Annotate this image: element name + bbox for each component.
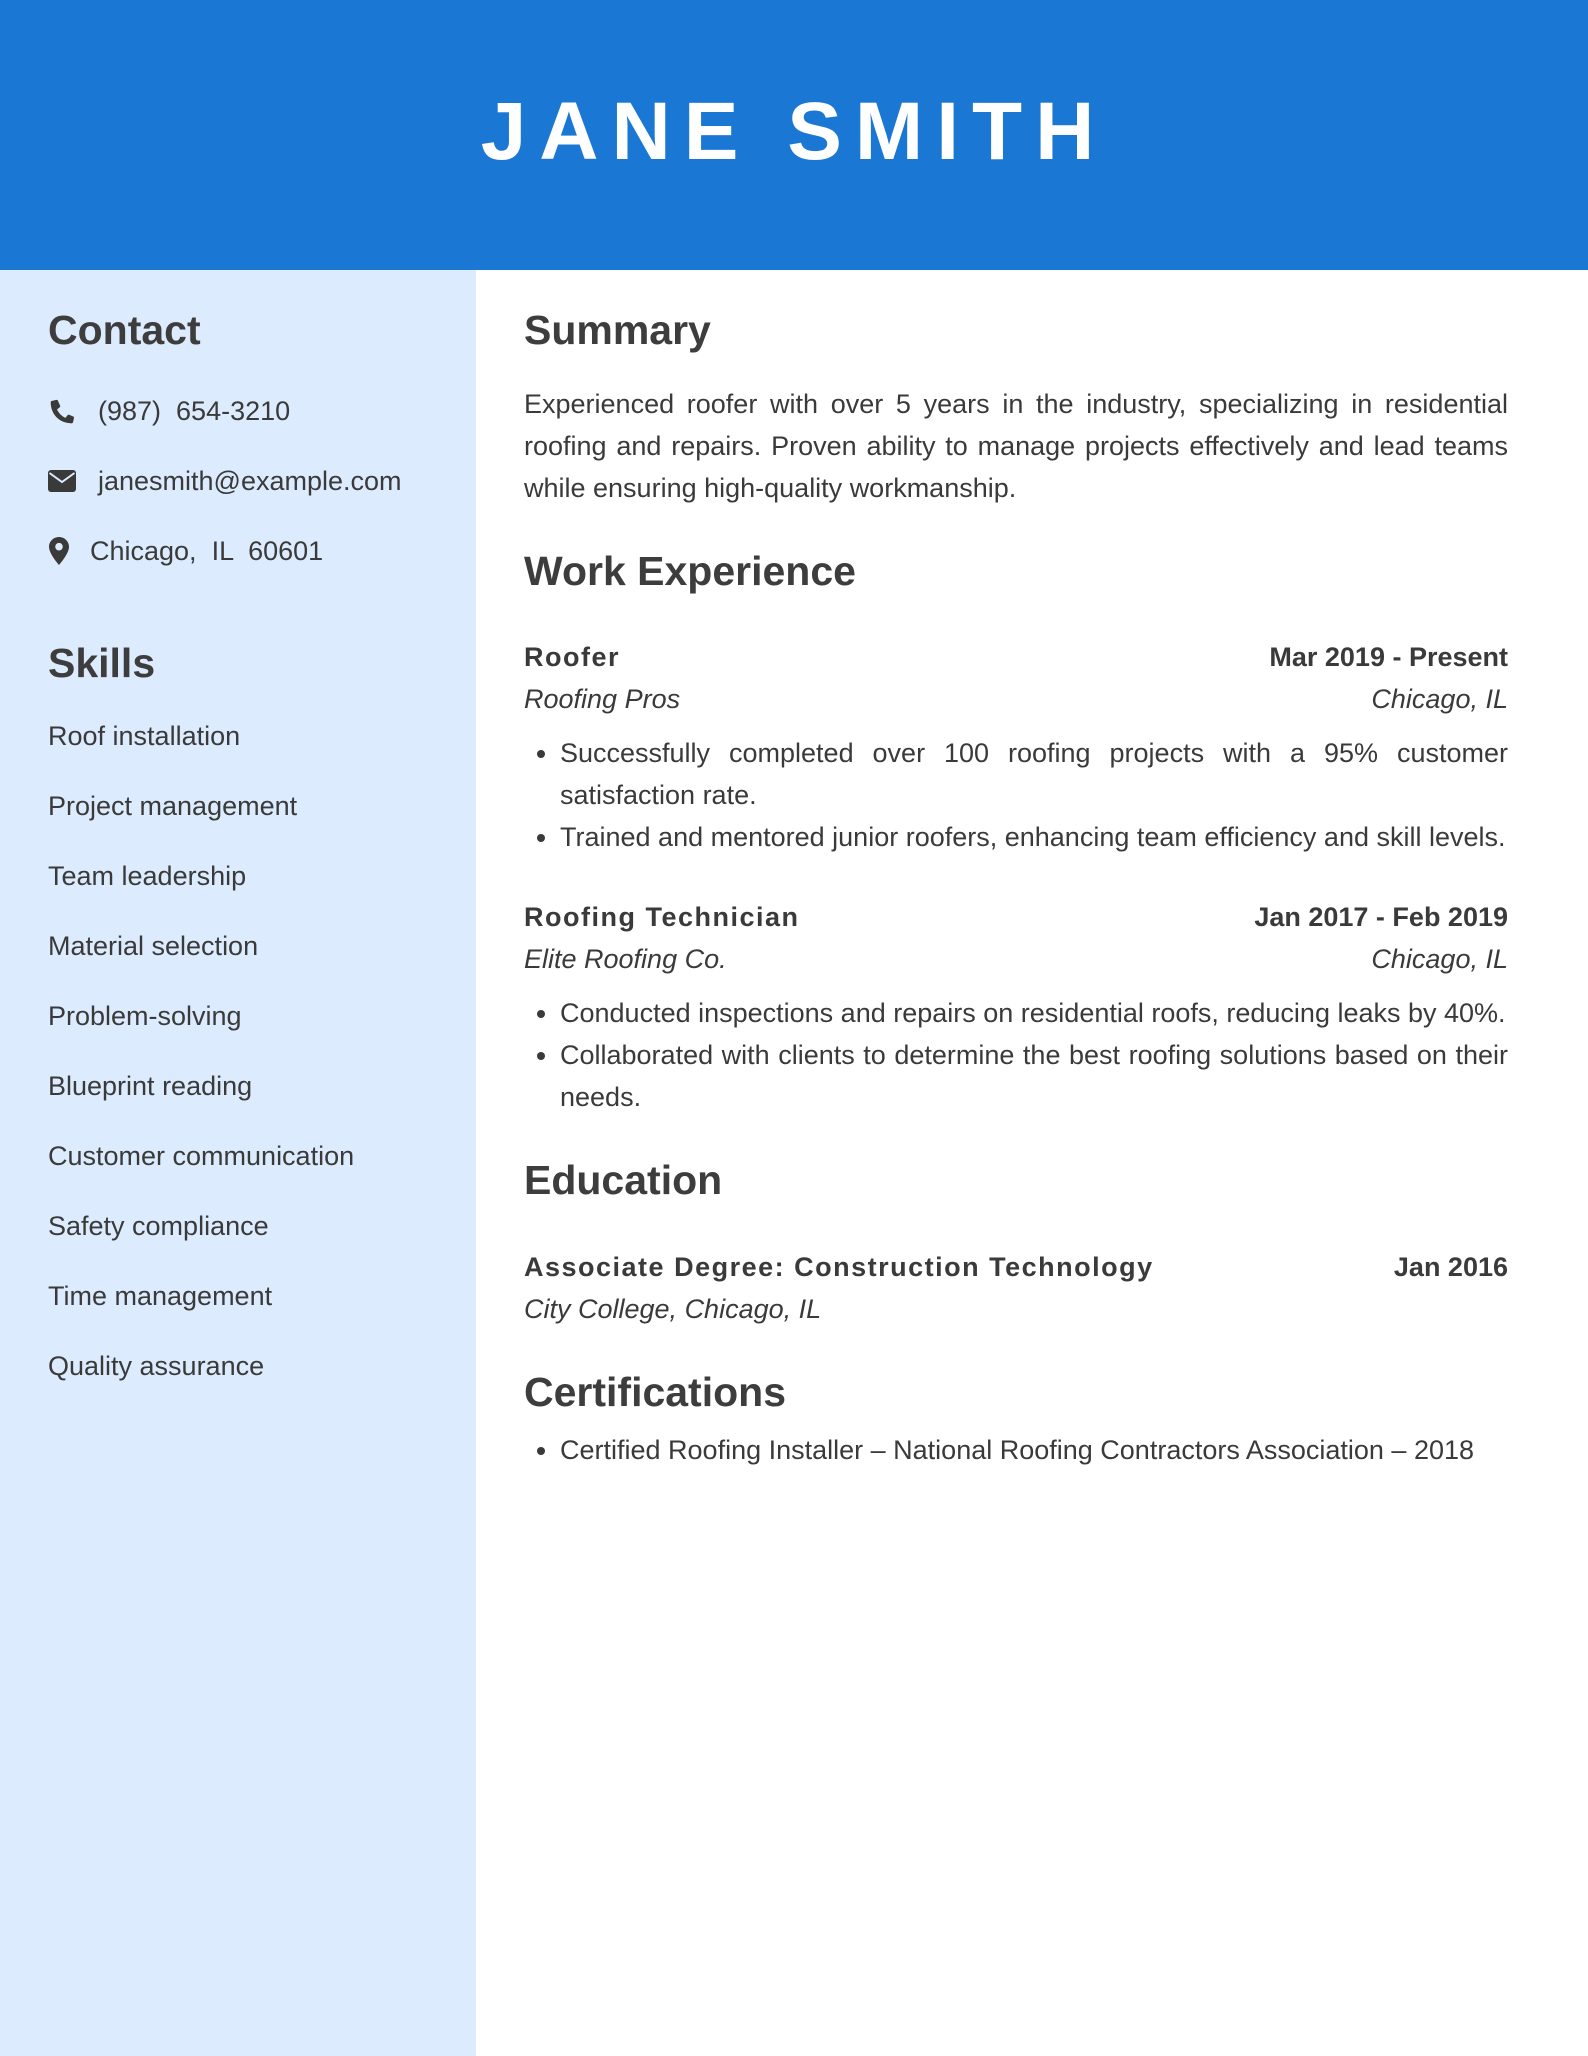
- contact-location-text: Chicago, IL 60601: [90, 535, 324, 566]
- skill-item: Problem-solving: [48, 1001, 242, 1032]
- job-company: Elite Roofing Co.: [524, 944, 727, 975]
- job-bullet: • Conducted inspections and repairs on residential roofs, reducing leaks by 40%.: [560, 992, 1508, 1034]
- job-dates: Jan 2017 - Feb 2019: [1254, 902, 1508, 933]
- candidate-name: JANE SMITH: [480, 86, 1108, 177]
- skill-item: Team leadership: [48, 861, 247, 892]
- envelope-icon: [48, 467, 76, 495]
- job-title: Roofing Technician: [524, 902, 800, 933]
- skill-item: Customer communication: [48, 1141, 355, 1172]
- contact-email-text: janesmith@example.com: [98, 465, 402, 496]
- job-bullet: • Successfully completed over 100 roofing projects with a 95% customer satisfaction rate.: [560, 732, 1508, 816]
- skill-item: Safety compliance: [48, 1211, 269, 1242]
- summary-heading: Summary: [524, 307, 711, 353]
- contact-phone: [48, 393, 476, 429]
- contact-email: [48, 463, 476, 499]
- work-experience-heading: Work Experience: [524, 548, 856, 595]
- summary-text: Experienced roofer with over 5 years in the industry, specializing in residential roofing and repairs. Proven ability to manage projects effectively and lead teams while ensuring high-quality workmanship.: [524, 389, 1508, 504]
- skill-item: Time management: [48, 1281, 273, 1312]
- contact-location: [48, 533, 476, 569]
- contact-list: [48, 393, 476, 569]
- skill-item: Roof installation: [48, 721, 241, 752]
- skill-item: Quality assurance: [48, 1351, 265, 1382]
- certification-item: • Certified Roofing Installer – National Roofing Contractors Association – 2018: [560, 1429, 1508, 1471]
- skill-item: Material selection: [48, 931, 259, 962]
- skill-item: Project management: [48, 791, 298, 822]
- degree-date: Jan 2016: [1393, 1251, 1508, 1282]
- contact-phone-text: (987) 654-3210: [98, 395, 291, 426]
- main-content: [476, 270, 1588, 2056]
- skills-heading: Skills: [48, 640, 156, 687]
- map-pin-icon: [48, 537, 70, 565]
- skills-list: [48, 718, 476, 1384]
- job-title: Roofer: [524, 642, 620, 673]
- job-entry: [524, 896, 1508, 1118]
- job-bullets: [524, 732, 1508, 858]
- certifications-heading: Certifications: [524, 1368, 786, 1415]
- job-location: Chicago, IL: [1371, 944, 1508, 975]
- job-bullet: • Collaborated with clients to determine the best roofing solutions based on their needs.: [560, 1034, 1508, 1118]
- job-dates: Mar 2019 - Present: [1269, 642, 1508, 673]
- skill-item: Blueprint reading: [48, 1071, 253, 1102]
- education-entry: [524, 1246, 1508, 1330]
- school-name: City College, Chicago, IL: [524, 1293, 822, 1324]
- phone-icon: [48, 397, 76, 425]
- degree-title: Associate Degree: Construction Technology: [524, 1251, 1154, 1282]
- resume-header: [0, 0, 1588, 270]
- job-bullet: • Trained and mentored junior roofers, enhancing team efficiency and skill levels.: [560, 816, 1508, 858]
- certifications-list: [524, 1429, 1508, 1471]
- contact-heading: Contact: [48, 307, 201, 353]
- job-location: Chicago, IL: [1371, 684, 1508, 715]
- job-bullets: [524, 992, 1508, 1118]
- education-heading: Education: [524, 1157, 723, 1204]
- sidebar: [0, 270, 476, 2056]
- job-company: Roofing Pros: [524, 684, 681, 715]
- job-entry: [524, 636, 1508, 858]
